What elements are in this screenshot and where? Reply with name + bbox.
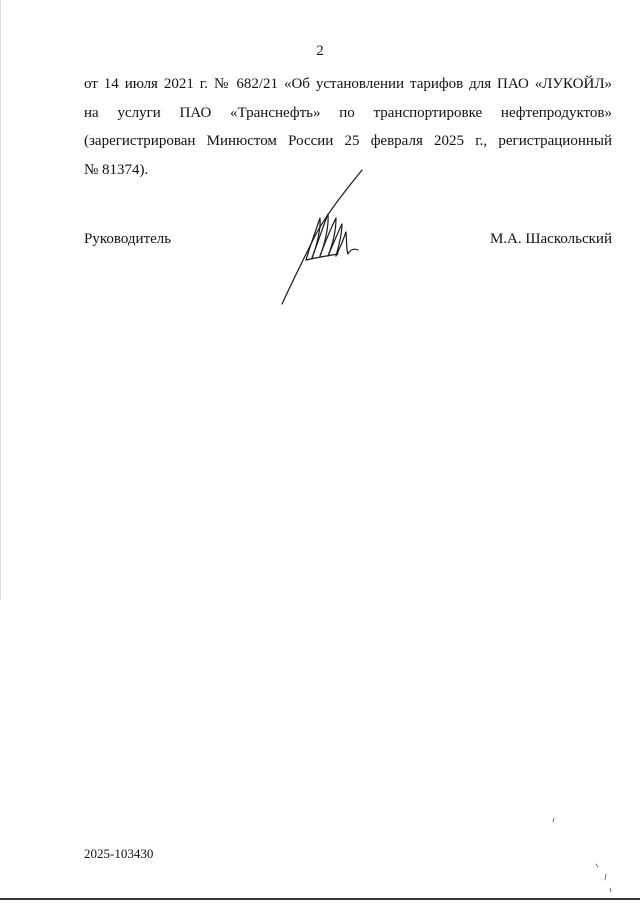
scan-specks xyxy=(540,800,620,900)
body-paragraph xyxy=(84,70,612,184)
signer-title: Руководитель xyxy=(84,231,172,247)
document-number: 2025-103430 xyxy=(84,846,154,861)
handwritten-signature xyxy=(276,168,376,308)
page-left-edge xyxy=(0,0,1,600)
body-line: № 81374). xyxy=(84,161,149,178)
body-line: на услуги ПАО «Транснефть» по транспортировке нефтепродуктов» xyxy=(84,104,612,121)
page-number: 2 xyxy=(316,43,324,59)
body-line: от 14 июля 2021 г. № 682/21 «Об установлении тарифов для ПАО «ЛУКОЙЛ» xyxy=(84,76,612,92)
page-bottom-edge xyxy=(0,898,640,900)
signer-name: М.А. Шаскольский xyxy=(489,231,612,247)
body-line: (зарегистрирован Минюстом России 25 февраля 2025 г., регистрационный xyxy=(84,133,612,149)
